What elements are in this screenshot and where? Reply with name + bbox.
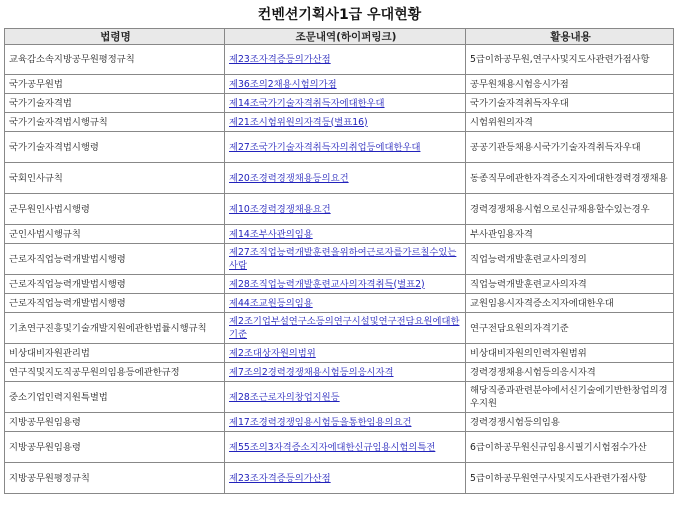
usage-cell: 5급이하공무원연구사및지도사관련가점사항 (466, 463, 674, 494)
table-row (5, 244, 674, 275)
article-cell (225, 94, 466, 113)
table-row (5, 194, 674, 225)
header-usage: 활용내용 (466, 29, 674, 45)
usage-cell: 경력경쟁채용시험으로신규채용할수있는경우 (466, 194, 674, 225)
table-row (5, 163, 674, 194)
article-link[interactable]: 제10조경력경쟁채용요건 (229, 203, 331, 215)
article-cell (225, 413, 466, 432)
article-link[interactable]: 제14조부사관의임용 (229, 228, 313, 240)
table-row (5, 75, 674, 94)
table-row (5, 294, 674, 313)
law-name-cell: 국가기술자격법 (5, 94, 225, 113)
preference-table (4, 28, 674, 494)
table-row (5, 275, 674, 294)
usage-cell: 6급이하공무원신규임용시필기시험점수가산 (466, 432, 674, 463)
article-cell (225, 113, 466, 132)
article-cell (225, 163, 466, 194)
usage-cell: 직업능력개발훈련교사의자격 (466, 275, 674, 294)
usage-cell: 비상대비자원의인력자원범위 (466, 344, 674, 363)
law-name-cell: 중소기업인력지원특별법 (5, 382, 225, 413)
usage-cell: 연구전담요원의자격기준 (466, 313, 674, 344)
table-row (5, 132, 674, 163)
table-row (5, 113, 674, 132)
article-link[interactable]: 제21조시험위원의자격등(별표16) (229, 116, 368, 128)
table-row (5, 463, 674, 494)
usage-cell: 직업능력개발훈련교사의정의 (466, 244, 674, 275)
law-name-cell: 근로자직업능력개발법시행령 (5, 275, 225, 294)
table-row (5, 413, 674, 432)
law-name-cell: 국가기술자격법시행규칙 (5, 113, 225, 132)
table-body (5, 45, 674, 494)
table-row (5, 45, 674, 75)
usage-cell: 경력경쟁채용시험등의응시자격 (466, 363, 674, 382)
article-cell (225, 432, 466, 463)
table-row (5, 432, 674, 463)
law-name-cell: 비상대비자원관리법 (5, 344, 225, 363)
law-name-cell: 근로자직업능력개발법시행령 (5, 244, 225, 275)
usage-cell: 국가기술자격취득자우대 (466, 94, 674, 113)
table-row (5, 94, 674, 113)
usage-cell: 5급이하공무원,연구사및지도사관련가점사항 (466, 45, 674, 75)
article-link[interactable]: 제36조의2채용시험의가점 (229, 78, 337, 90)
article-cell (225, 344, 466, 363)
table-row (5, 363, 674, 382)
article-cell (225, 463, 466, 494)
usage-cell: 공무원채용시험응시가점 (466, 75, 674, 94)
law-name-cell: 국회인사규칙 (5, 163, 225, 194)
article-link[interactable]: 제20조경력경쟁채용등의요건 (229, 172, 349, 184)
usage-cell: 경력경쟁시험등의임용 (466, 413, 674, 432)
usage-cell: 동종직무에관한자격증소지자에대한경력경쟁채용 (466, 163, 674, 194)
table-row (5, 344, 674, 363)
law-name-cell: 지방공무원임용령 (5, 432, 225, 463)
article-link[interactable]: 제27조국가기술자격취득자의취업등에대한우대 (229, 141, 421, 153)
page-title: 컨벤션기획사1급 우대현황 (257, 7, 422, 23)
article-link[interactable]: 제23조자격증등의가산점 (229, 54, 331, 65)
article-cell (225, 45, 466, 75)
table-header-row (5, 29, 674, 45)
table-row (5, 382, 674, 413)
usage-cell: 시험위원의자격 (466, 113, 674, 132)
article-cell (225, 313, 466, 344)
article-cell (225, 244, 466, 275)
article-cell (225, 225, 466, 244)
article-link[interactable]: 제28조근로자의창업지원등 (229, 391, 340, 403)
article-link[interactable]: 제55조의3자격증소지자에대한신규임용시험의특전 (229, 441, 436, 453)
article-link[interactable]: 제2조대상자원의범위 (229, 347, 316, 359)
article-cell (225, 132, 466, 163)
usage-cell: 공공기관등채용시국가기술자격취득자우대 (466, 132, 674, 163)
law-name-cell: 군인사법시행규칙 (5, 225, 225, 244)
article-cell (225, 382, 466, 413)
law-name-cell: 근로자직업능력개발법시행령 (5, 294, 225, 313)
table-row (5, 313, 674, 344)
article-link[interactable]: 제28조직업능력개발훈련교사의자격취득(별표2) (229, 278, 425, 290)
article-link[interactable]: 제44조교원등의임용 (229, 297, 313, 309)
usage-cell: 교원임용시자격증소지자에대한우대 (466, 294, 674, 313)
header-article: 조문내역(하이퍼링크) (225, 29, 466, 45)
law-name-cell: 기초연구진흥및기술개발지원에관한법률시행규칙 (5, 313, 225, 344)
article-cell (225, 75, 466, 94)
law-name-cell: 지방공무원평정규칙 (5, 463, 225, 494)
article-link[interactable]: 제27조직업능력개발훈련을위하여근로자를가르칠수있는사람 (229, 247, 457, 271)
usage-cell: 부사관임용자격 (466, 225, 674, 244)
law-name-cell: 연구직및지도직공무원의임용등에관한규정 (5, 363, 225, 382)
law-name-cell: 국가기술자격법시행령 (5, 132, 225, 163)
article-cell (225, 363, 466, 382)
law-name-cell: 지방공무원임용령 (5, 413, 225, 432)
header-law: 법령명 (5, 29, 225, 45)
table-row (5, 225, 674, 244)
article-link[interactable]: 제7조의2경력경쟁채용시험등의응시자격 (229, 366, 394, 378)
article-cell (225, 275, 466, 294)
law-name-cell: 교육감소속지방공무원평정규칙 (5, 45, 225, 75)
article-cell (225, 194, 466, 225)
article-link[interactable]: 제2조기업부설연구소등의연구시설및연구전담요원에대한기준 (229, 316, 460, 340)
law-name-cell: 군무원인사법시행령 (5, 194, 225, 225)
article-cell (225, 294, 466, 313)
law-name-cell: 국가공무원법 (5, 75, 225, 94)
usage-cell: 해당직종과관련분야에서신기술에기반한창업의경우지원 (466, 382, 674, 413)
article-link[interactable]: 제23조자격증등의가산점 (229, 472, 331, 484)
article-link[interactable]: 제17조경력경쟁임용시험등을통한임용의요건 (229, 416, 412, 428)
article-link[interactable]: 제14조국가기술자격취득자에대한우대 (229, 97, 385, 109)
